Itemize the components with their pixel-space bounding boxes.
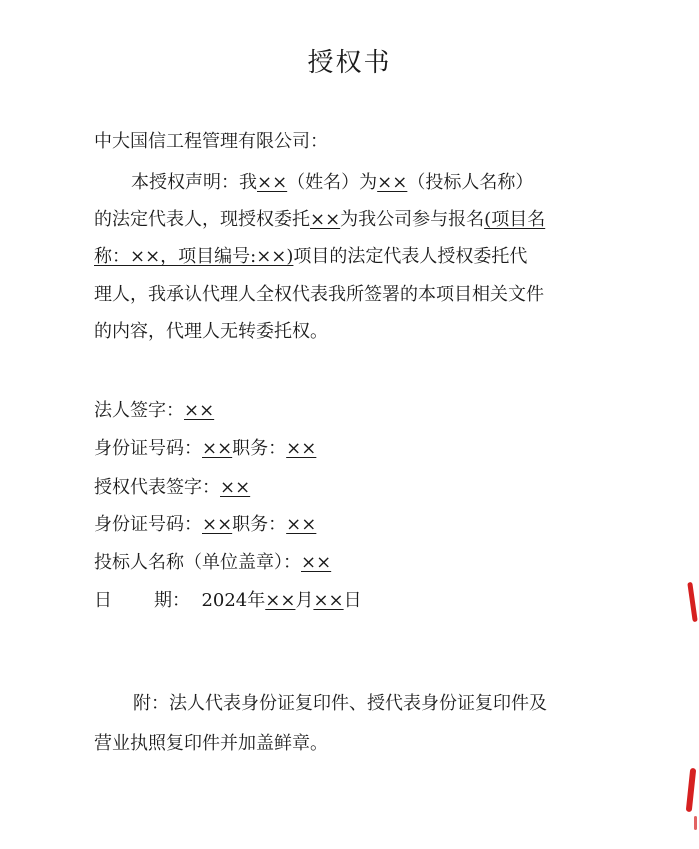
name-placeholder: ×× <box>257 172 288 193</box>
position-value: ×× <box>286 438 317 459</box>
id-number-label: 身份证号码： <box>94 438 202 459</box>
statement-line-4: 理人，我承认代理人全权代表我所签署的本项目相关文件 <box>94 284 544 305</box>
date-day-unit: 日 <box>343 590 362 611</box>
agent-signature-value: ×× <box>220 477 251 498</box>
id-number-label: 身份证号码： <box>94 514 202 535</box>
date-label-char-2: 期： <box>154 590 190 611</box>
position-label: 职务： <box>232 514 287 535</box>
statement-line-3 <box>94 246 527 268</box>
agent-placeholder: ×× <box>310 209 341 230</box>
date-month-unit: 月 <box>295 590 314 611</box>
bidder-placeholder: ×× <box>377 172 408 193</box>
project-name-placeholder: (项目名 <box>484 209 546 230</box>
date-label-char-1: 日 <box>94 590 112 611</box>
date-month-value: ×× <box>265 590 296 611</box>
agent-signature-row <box>94 477 250 499</box>
statement-text: 为我公司参与报名 <box>340 209 485 230</box>
statement-text: （投标人名称） <box>407 172 534 193</box>
document-title: 授权书 <box>307 48 392 78</box>
id-number-row-2 <box>94 514 316 536</box>
statement-text: （姓名）为 <box>287 172 378 193</box>
date-row <box>94 590 362 612</box>
date-day-value: ×× <box>313 590 344 611</box>
position-value: ×× <box>286 514 317 535</box>
date-year: 2024年 <box>201 590 266 611</box>
statement-text: 的法定代表人，现授权委托 <box>94 209 310 230</box>
statement-line-5: 的内容，代理人无转委托权。 <box>94 321 328 342</box>
seal-edge-mark <box>687 582 698 622</box>
id-number-value: ×× <box>202 514 233 535</box>
legal-signature-value: ×× <box>184 400 215 421</box>
legal-signature-row <box>94 400 214 422</box>
bidder-name-row <box>94 552 331 574</box>
attachment-line-1: 附：法人代表身份证复印件、授代表身份证复印件及 <box>133 693 547 714</box>
attachment-line-2: 营业执照复印件并加盖鲜章。 <box>94 733 328 754</box>
seal-edge-mark <box>686 768 697 812</box>
addressee: 中大国信工程管理有限公司： <box>94 131 328 152</box>
bidder-name-value: ×× <box>301 552 332 573</box>
statement-text: 项目的法定代表人授权委托代 <box>293 246 528 267</box>
statement-line-1 <box>131 172 533 194</box>
legal-signature-label: 法人签字： <box>94 400 184 421</box>
statement-text: 本授权声明：我 <box>131 172 257 193</box>
seal-edge-mark <box>694 816 697 830</box>
statement-line-2 <box>94 209 545 231</box>
bidder-name-label: 投标人名称（单位盖章）： <box>94 552 301 573</box>
id-number-row-1 <box>94 438 316 460</box>
position-label: 职务： <box>232 438 287 459</box>
project-number-placeholder: 称：××，项目编号:××) <box>94 246 294 267</box>
agent-signature-label: 授权代表签字： <box>94 477 220 498</box>
id-number-value: ×× <box>202 438 233 459</box>
